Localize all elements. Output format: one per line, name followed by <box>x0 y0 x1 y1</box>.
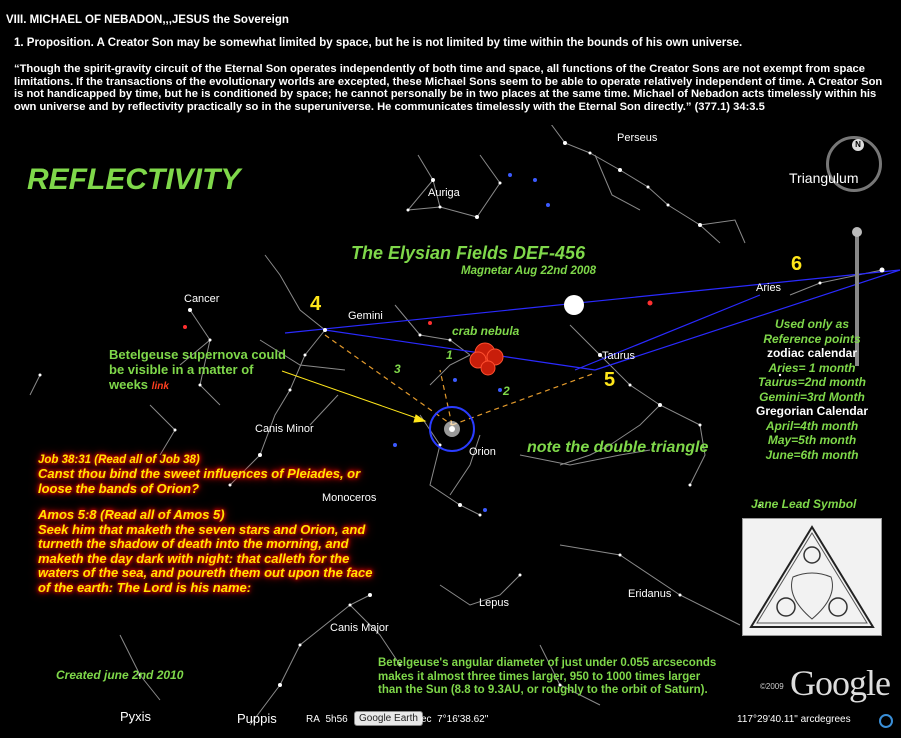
crab-nebula-label: crab nebula <box>452 324 520 338</box>
reference-points-box: Used only as Reference points zodiac calendar Aries= 1 month Taurus=2nd month Gemini=3rd Month Gregorian Calendar April=4th month May=5th month June=6th month <box>755 317 869 462</box>
jane-lead-symbol-image <box>742 518 882 636</box>
betelgeuse-note: Betelgeuse supernova could be visible in a matter of weeks link <box>109 347 286 392</box>
label-gemini: Gemini <box>348 310 383 322</box>
label-cancer: Cancer <box>184 293 220 305</box>
proposition-text: 1. Proposition. A Creator Son may be somewhat limited by space, but he is not limited by time within the bounds of his own universe. <box>14 37 743 49</box>
dec-label: ec 7°16'38.62" <box>421 714 489 725</box>
ra-label: RA 5h56 <box>306 714 348 725</box>
reflectivity-title: REFLECTIVITY <box>27 163 241 196</box>
betelgeuse-arrow <box>282 371 425 422</box>
label-orion: Orion <box>469 446 496 458</box>
elysian-fields-label: The Elysian Fields DEF-456 <box>351 243 586 263</box>
job-text: Canst thou bind the sweet influences of Pleiades, or loose the bands of Orion? <box>38 466 361 496</box>
bright-star <box>564 295 584 315</box>
label-eridanus: Eridanus <box>628 588 672 600</box>
double-triangle-label: note the double triangle <box>527 439 709 456</box>
number-5: 5 <box>604 369 616 391</box>
loading-icon <box>879 714 893 728</box>
label-triangulum: Triangulum <box>789 170 859 186</box>
amos-text: Amos 5:8 (Read all of Amos 5) Seek him that maketh the seven stars and Orion, and turneth the shadow of death into the morning, and maketh the day dark with night: that calleth for the waters of the sea, and poureth them out upon the face of the earth: The Lord is his name: <box>38 507 373 595</box>
betelgeuse-link[interactable]: link <box>151 381 169 392</box>
arcdegrees-readout: 117°29'40.11" arcdegrees <box>737 714 851 725</box>
google-logo: Google <box>790 663 890 703</box>
created-date: Created june 2nd 2010 <box>56 668 184 682</box>
magnetar-label: Magnetar Aug 22nd 2008 <box>461 265 597 277</box>
number-6: 6 <box>791 253 803 275</box>
label-monoceros: Monoceros <box>322 492 377 504</box>
label-aries: Aries <box>756 282 782 294</box>
number-3: 3 <box>394 362 401 376</box>
label-perseus: Perseus <box>617 132 658 144</box>
label-puppis: Puppis <box>237 711 277 726</box>
copyright-text: ©2009 <box>760 682 784 691</box>
crab-nebula <box>470 343 503 375</box>
label-pyxis: Pyxis <box>120 709 152 724</box>
number-2: 2 <box>503 384 510 398</box>
jane-lead-label: Jane Lead Symbol <box>751 497 857 511</box>
job-reference: Job 38:31 (Read all of Job 38) <box>38 454 200 466</box>
page-title: VIII. MICHAEL OF NEBADON,,,JESUS the Sovereign <box>6 14 289 26</box>
label-canis-major: Canis Major <box>330 622 389 634</box>
google-earth-button[interactable]: Google Earth <box>354 711 423 726</box>
number-4: 4 <box>310 293 322 315</box>
number-1: 1 <box>446 348 453 362</box>
label-canis-minor: Canis Minor <box>255 423 314 435</box>
label-lepus: Lepus <box>479 597 509 609</box>
label-taurus: Taurus <box>602 350 636 362</box>
north-icon[interactable]: N <box>852 139 864 151</box>
quote-text: “Though the spirit-gravity circuit of the Eternal Son operates independently of both time and space, all functions of the Creator Sons are not exempt from space limitations. If the transactions of the evolutionary worlds are excepted, these Michael Sons seem to be able to operate relatively independent of time. A Creator Son is not handicapped by time, but he is conditioned by space; he cannot personally be in two places at the same time. Michael of Nebadon acts timelessly within his own universe and by reflectivity practically so in the superuniverse. He communicates timelessly with the Eternal Son directly.” (377.1) 34:3.5 <box>14 63 883 113</box>
label-auriga: Auriga <box>428 187 460 199</box>
triangle-dashed <box>325 335 595 425</box>
angular-diameter-note: Betelgeuse's angular diameter of just under 0.055 arcseconds makes it almost three times larger, 950 to 1000 times larger than the Sun (8.8 to 9.3AU, or roughly to the orbit of Saturn). <box>378 657 717 696</box>
